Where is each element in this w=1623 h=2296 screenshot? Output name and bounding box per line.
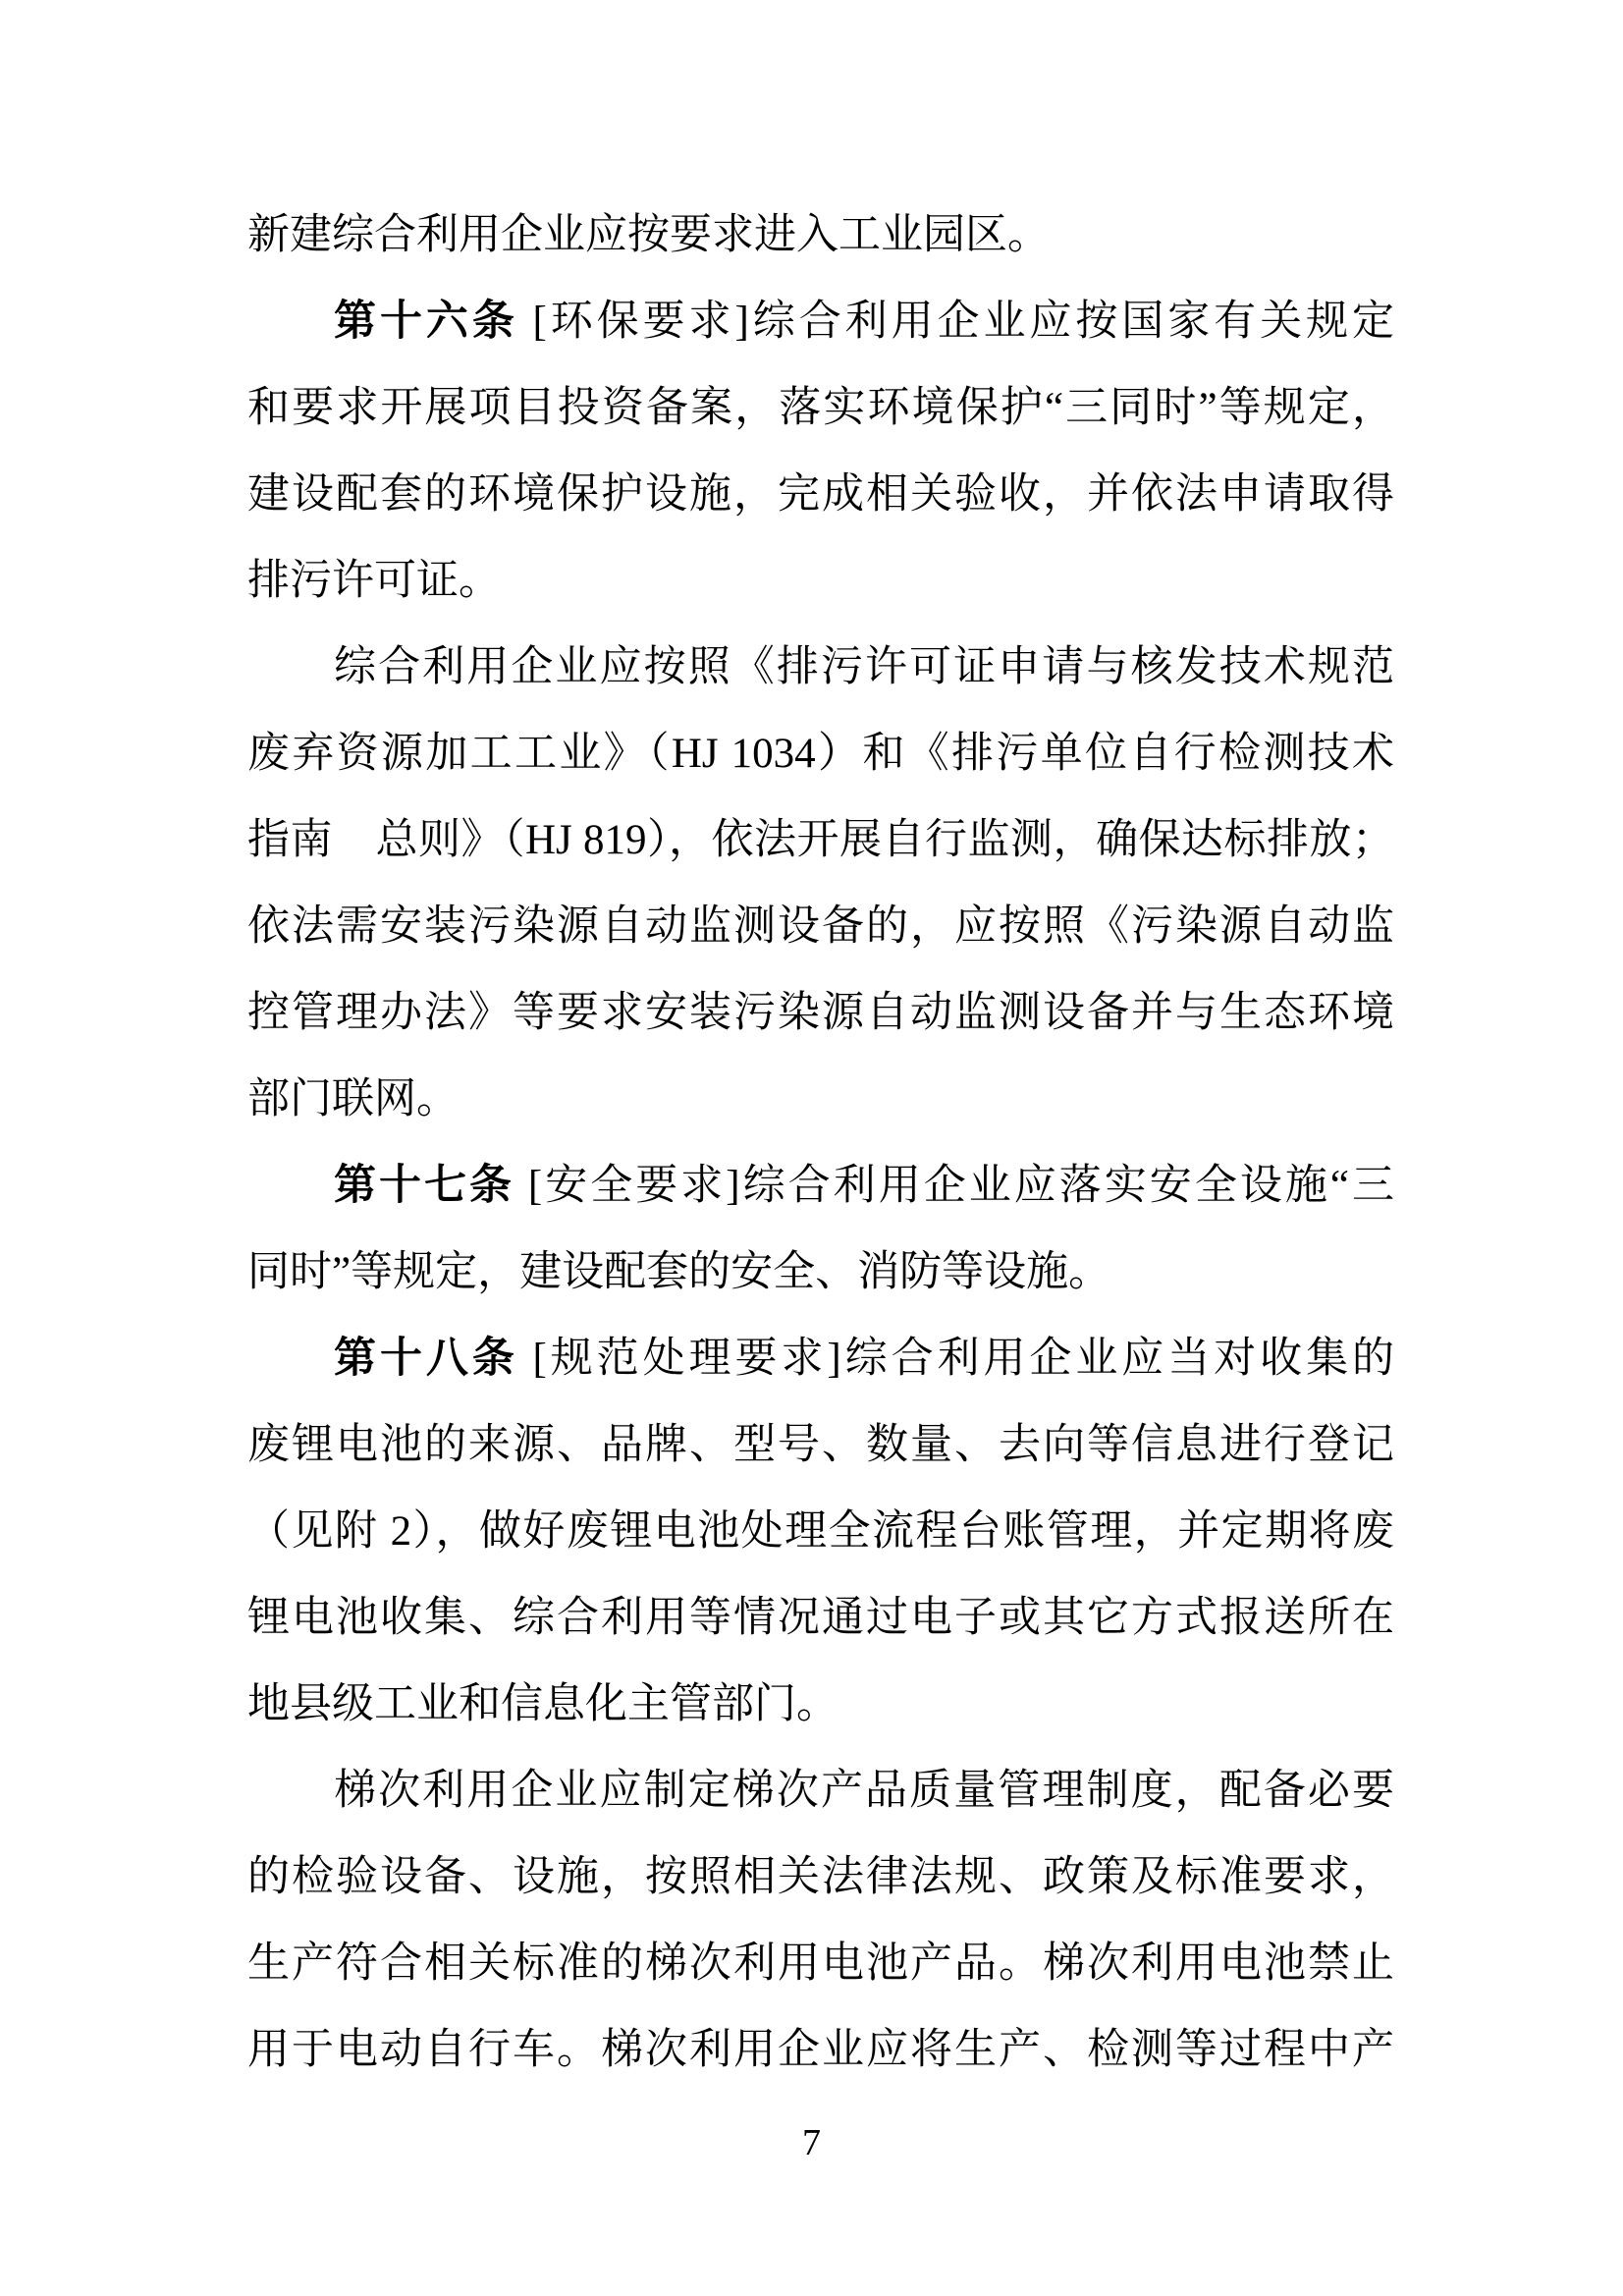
text-segment: 排污许可证。 — [247, 558, 501, 604]
text-segment: 地县级工业和信息化主管部门。 — [247, 1681, 839, 1727]
text-segment: 用于电动自行车。梯次利用企业应将生产、检测等过程中产 — [247, 2027, 1394, 2073]
text-line — [247, 365, 1394, 452]
text-segment: 梯次利用企业应制定梯次产品质量管理制度，配备必要 — [334, 1768, 1394, 1814]
text-line — [247, 1662, 1394, 1748]
text-line — [247, 1316, 1394, 1402]
text-segment: [安全要求]综合利用企业应落实安全设施“三 — [514, 1163, 1394, 1209]
text-line — [247, 1489, 1394, 1575]
article-heading: 第十七条 — [334, 1163, 515, 1209]
text-segment: 新建综合利用企业应按要求进入工业园区。 — [247, 212, 1050, 258]
text-line — [247, 192, 1394, 279]
text-segment: 同时”等规定，建设配套的安全、消防等设施。 — [247, 1249, 1111, 1295]
text-segment: 废锂电池的来源、品牌、型号、数量、去向等信息进行登记 — [247, 1422, 1394, 1468]
text-segment: [规范处理要求]综合利用企业应当对收集的 — [517, 1336, 1394, 1382]
text-segment: （见附 2），做好废锂电池处理全流程台账管理，并定期将废 — [247, 1508, 1394, 1555]
article-heading: 第十六条 — [334, 299, 518, 345]
text-line — [247, 452, 1394, 538]
text-segment: 生产符合相关标准的梯次利用电池产品。梯次利用电池禁止 — [247, 1941, 1394, 1987]
document-body — [247, 192, 1394, 2094]
text-segment: 部门联网。 — [247, 1076, 459, 1122]
text-line — [247, 1402, 1394, 1489]
text-segment: 依法需安装污染源自动监测设备的，应按照《污染源自动监 — [247, 903, 1394, 950]
text-segment: 和要求开展项目投资备案，落实环境保护“三同时”等规定， — [247, 385, 1394, 431]
text-line — [247, 1230, 1394, 1316]
text-segment: 控管理办法》等要求安装污染源自动监测设备并与生态环境 — [247, 990, 1394, 1036]
text-line — [247, 970, 1394, 1057]
text-line — [247, 1057, 1394, 1143]
text-segment: 废弃资源加工工业》（HJ 1034）和《排污单位自行检测技术 — [247, 731, 1394, 777]
text-line — [247, 711, 1394, 797]
text-line — [247, 1834, 1394, 1921]
text-line — [247, 1143, 1394, 1230]
text-line — [247, 625, 1394, 711]
text-segment: 建设配套的环境保护设施，完成相关验收，并依法申请取得 — [247, 471, 1394, 518]
text-line — [247, 1748, 1394, 1834]
page-number: 7 — [802, 2122, 821, 2163]
text-line — [247, 279, 1394, 365]
text-segment: [环保要求]综合利用企业应按国家有关规定 — [517, 299, 1394, 345]
text-line — [247, 884, 1394, 970]
text-line — [247, 1575, 1394, 1662]
text-segment: 综合利用企业应按照《排污许可证申请与核发技术规范 — [334, 644, 1394, 690]
text-segment: 的检验设备、设施，按照相关法律法规、政策及标准要求， — [247, 1854, 1394, 1900]
article-heading: 第十八条 — [334, 1336, 518, 1382]
text-line — [247, 2007, 1394, 2094]
text-line — [247, 1921, 1394, 2007]
text-line — [247, 797, 1394, 884]
text-segment: 锂电池收集、综合利用等情况通过电子或其它方式报送所在 — [247, 1595, 1394, 1641]
text-line — [247, 538, 1394, 625]
text-segment: 指南 总则》（HJ 819），依法开展自行监测，确保达标排放； — [247, 817, 1394, 863]
